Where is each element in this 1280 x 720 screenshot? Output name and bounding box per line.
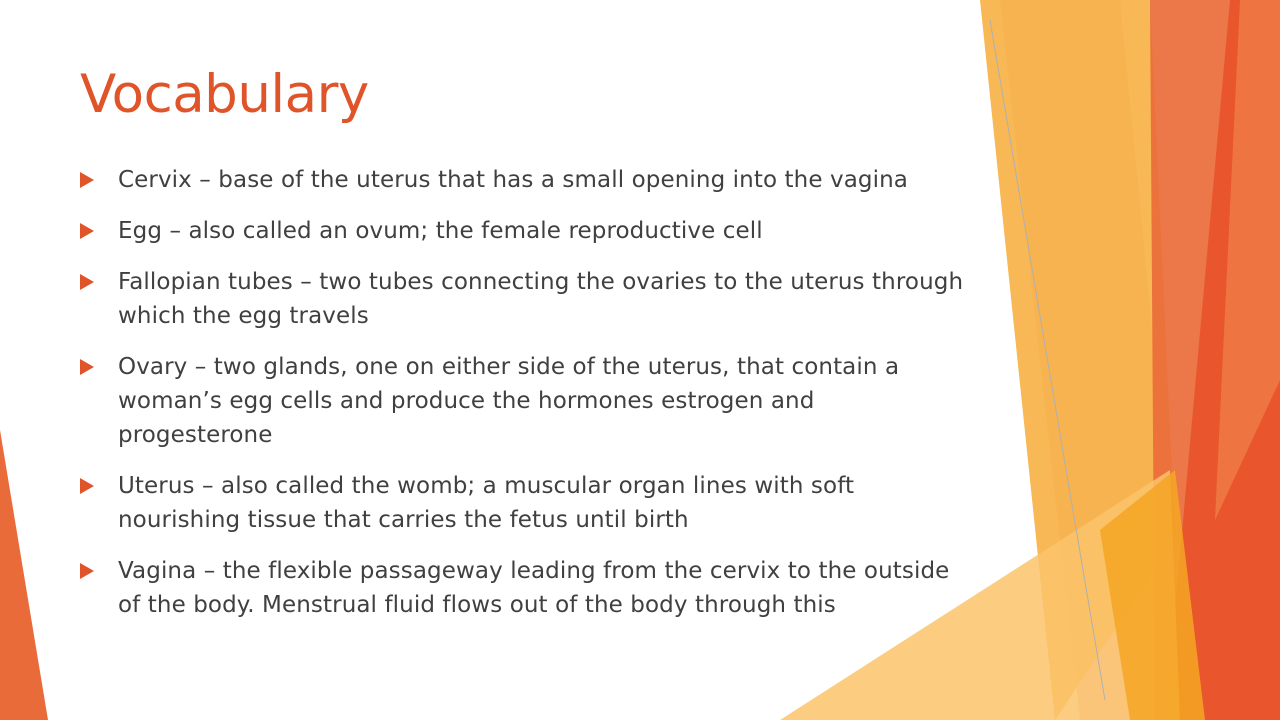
list-item-vagina xyxy=(80,554,970,622)
list-item-egg xyxy=(80,214,970,248)
triangle-right-icon xyxy=(80,172,94,188)
vocabulary-list xyxy=(80,163,970,639)
triangle-right-icon xyxy=(80,274,94,290)
list-item-text: Uterus – also called the womb; a muscular organ lines with soft nourishing tissue that carries the fetus until birth xyxy=(118,473,855,533)
left-edge-facet xyxy=(0,430,48,720)
list-item-cervix xyxy=(80,163,970,197)
list-item-fallopian-tubes xyxy=(80,265,970,333)
triangle-right-icon xyxy=(80,478,94,494)
list-item-text: Ovary – two glands, one on either side of the uterus, that contain a woman’s egg cells and produce the hormones estrogen and progesterone xyxy=(118,354,900,448)
list-item-text: Cervix – base of the uterus that has a small opening into the vagina xyxy=(118,167,908,193)
list-item-text: Vagina – the flexible passageway leading from the cervix to the outside of the body. Menstrual fluid flows out of the body through this xyxy=(118,558,950,618)
triangle-right-icon xyxy=(80,563,94,579)
list-item-uterus xyxy=(80,469,970,537)
list-item-ovary xyxy=(80,350,970,452)
list-item-text: Egg – also called an ovum; the female reproductive cell xyxy=(118,218,763,244)
triangle-right-icon xyxy=(80,359,94,375)
triangle-right-icon xyxy=(80,223,94,239)
list-item-text: Fallopian tubes – two tubes connecting the ovaries to the uterus through which the egg travels xyxy=(118,269,964,329)
slide-title: Vocabulary xyxy=(80,64,369,125)
